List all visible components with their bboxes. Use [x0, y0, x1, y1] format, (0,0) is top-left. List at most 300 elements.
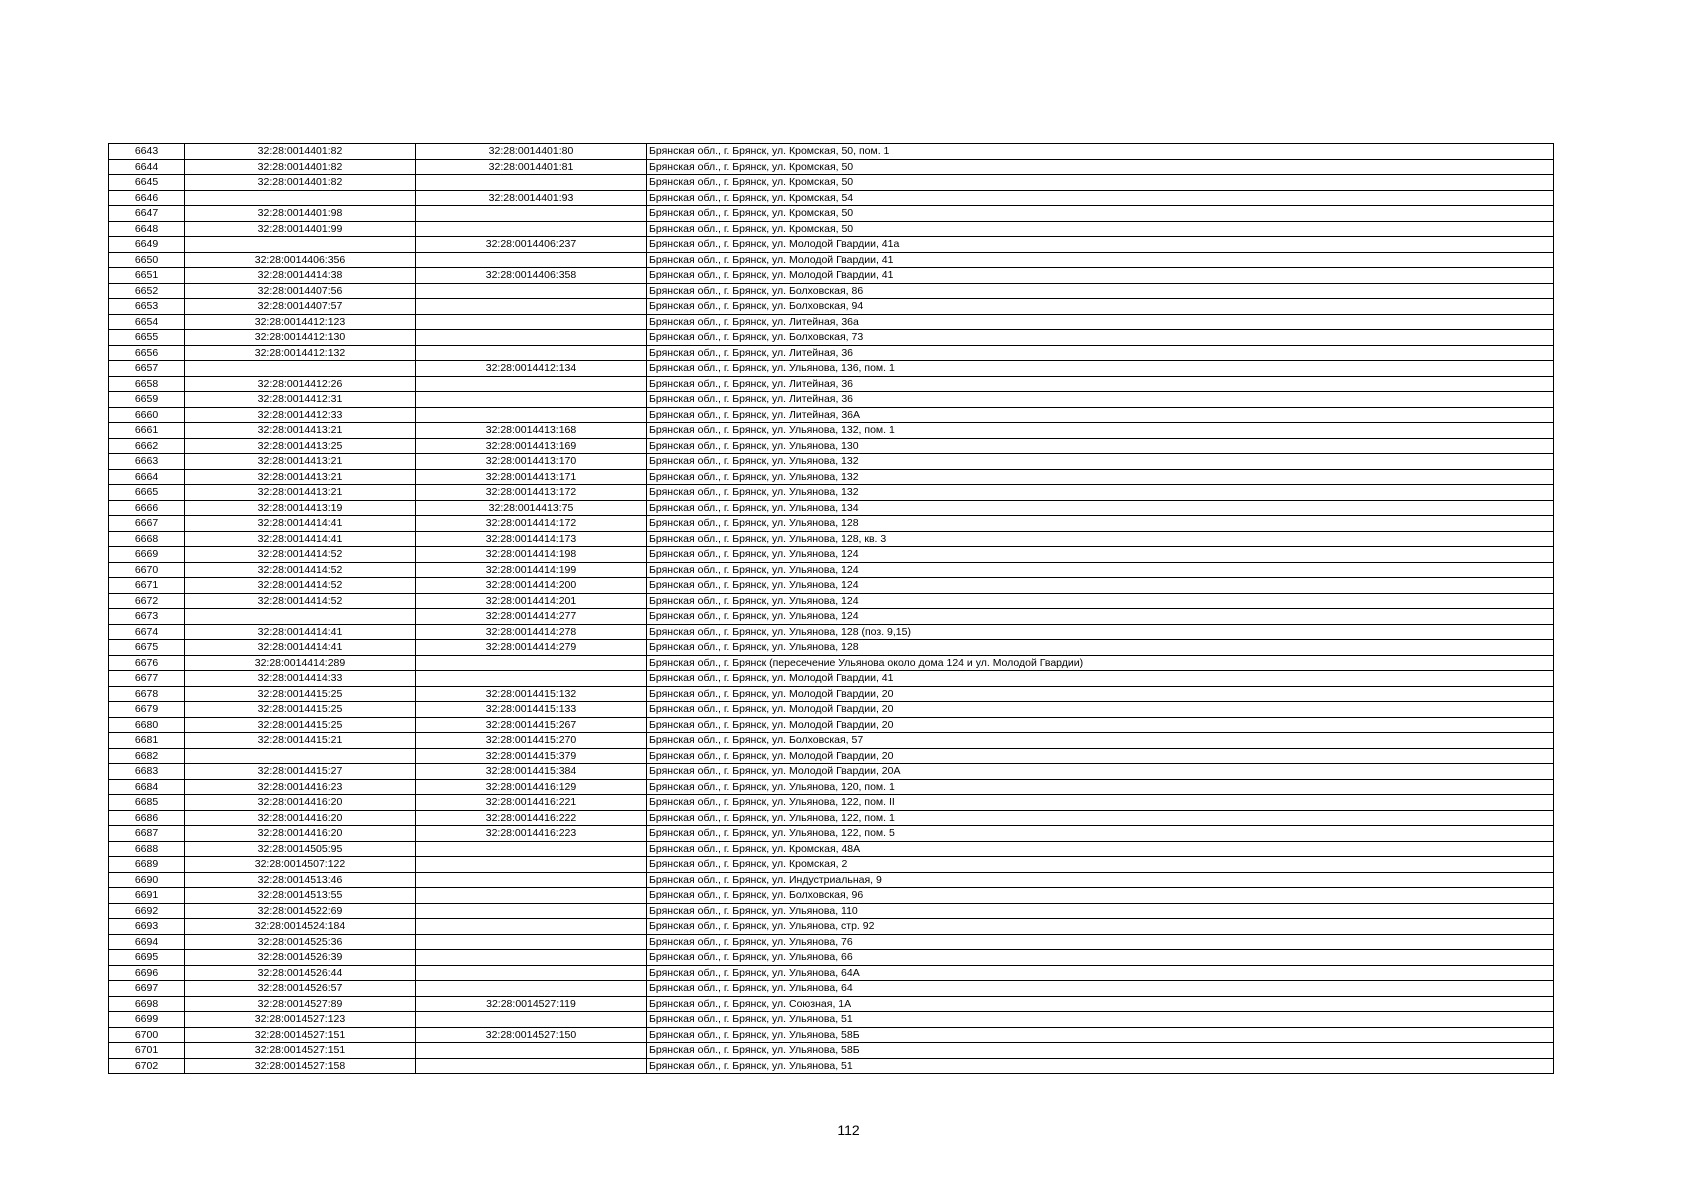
table-row: [109, 438, 1554, 454]
cadastral-number-cell: 32:28:0014401:82: [185, 144, 416, 160]
cadastral-number-cell: 32:28:0014524:184: [185, 919, 416, 935]
address-cell: Брянская обл., г. Брянск, ул. Ульянова, 134: [647, 500, 1554, 516]
related-cadastral-number-cell: [416, 1043, 647, 1059]
address-cell: Брянская обл., г. Брянск, ул. Ульянова, 128 (поз. 9,15): [647, 624, 1554, 640]
table-row: [109, 795, 1554, 811]
related-cadastral-number-cell: [416, 857, 647, 873]
address-cell: Брянская обл., г. Брянск, ул. Ульянова, 132, пом. 1: [647, 423, 1554, 439]
table-row: [109, 950, 1554, 966]
cadastral-number-cell: 32:28:0014415:21: [185, 733, 416, 749]
row-number-cell: 6669: [109, 547, 185, 563]
address-cell: Брянская обл., г. Брянск, ул. Литейная, 36а: [647, 314, 1554, 330]
cadastral-number-cell: 32:28:0014505:95: [185, 841, 416, 857]
cadastral-number-cell: 32:28:0014413:21: [185, 454, 416, 470]
cadastral-number-cell: 32:28:0014414:41: [185, 516, 416, 532]
table-row: [109, 531, 1554, 547]
cadastral-number-cell: 32:28:0014415:25: [185, 717, 416, 733]
row-number-cell: 6663: [109, 454, 185, 470]
row-number-cell: 6679: [109, 702, 185, 718]
row-number-cell: 6672: [109, 593, 185, 609]
row-number-cell: 6662: [109, 438, 185, 454]
address-cell: Брянская обл., г. Брянск, ул. Кромская, 50: [647, 206, 1554, 222]
row-number-cell: 6676: [109, 655, 185, 671]
cadastral-number-cell: 32:28:0014527:158: [185, 1058, 416, 1074]
address-cell: Брянская обл., г. Брянск, ул. Ульянова, 128: [647, 640, 1554, 656]
row-number-cell: 6668: [109, 531, 185, 547]
related-cadastral-number-cell: 32:28:0014527:119: [416, 996, 647, 1012]
address-cell: Брянская обл., г. Брянск, ул. Кромская, 54: [647, 190, 1554, 206]
cadastral-number-cell: [185, 190, 416, 206]
related-cadastral-number-cell: 32:28:0014414:172: [416, 516, 647, 532]
row-number-cell: 6700: [109, 1027, 185, 1043]
table-row: [109, 872, 1554, 888]
row-number-cell: 6645: [109, 175, 185, 191]
cadastral-number-cell: 32:28:0014414:33: [185, 671, 416, 687]
address-cell: Брянская обл., г. Брянск, ул. Ульянова, 124: [647, 593, 1554, 609]
row-number-cell: 6667: [109, 516, 185, 532]
cadastral-number-cell: 32:28:0014414:52: [185, 547, 416, 563]
address-cell: Брянская обл., г. Брянск, ул. Ульянова, 51: [647, 1058, 1554, 1074]
table-row: [109, 562, 1554, 578]
cadastral-number-cell: 32:28:0014414:38: [185, 268, 416, 284]
related-cadastral-number-cell: 32:28:0014413:169: [416, 438, 647, 454]
cadastral-number-cell: 32:28:0014416:20: [185, 826, 416, 842]
row-number-cell: 6690: [109, 872, 185, 888]
related-cadastral-number-cell: 32:28:0014416:222: [416, 810, 647, 826]
row-number-cell: 6661: [109, 423, 185, 439]
address-cell: Брянская обл., г. Брянск, ул. Ульянова, 124: [647, 609, 1554, 625]
table-row: [109, 624, 1554, 640]
address-cell: Брянская обл., г. Брянск, ул. Кромская, 50: [647, 159, 1554, 175]
cadastral-number-cell: 32:28:0014416:20: [185, 795, 416, 811]
table-row: [109, 376, 1554, 392]
cadastral-number-cell: 32:28:0014406:356: [185, 252, 416, 268]
cadastral-number-cell: 32:28:0014413:21: [185, 485, 416, 501]
table-row: [109, 779, 1554, 795]
table-row: [109, 314, 1554, 330]
table-row: [109, 1012, 1554, 1028]
table-row: [109, 655, 1554, 671]
row-number-cell: 6646: [109, 190, 185, 206]
row-number-cell: 6652: [109, 283, 185, 299]
related-cadastral-number-cell: 32:28:0014414:199: [416, 562, 647, 578]
related-cadastral-number-cell: [416, 345, 647, 361]
cadastral-number-cell: 32:28:0014401:98: [185, 206, 416, 222]
table-row: [109, 903, 1554, 919]
cadastral-number-cell: [185, 361, 416, 377]
address-cell: Брянская обл., г. Брянск (пересечение Ульянова около дома 124 и ул. Молодой Гвардии): [647, 655, 1554, 671]
table-row: [109, 810, 1554, 826]
related-cadastral-number-cell: [416, 175, 647, 191]
cadastral-number-cell: 32:28:0014415:25: [185, 702, 416, 718]
related-cadastral-number-cell: 32:28:0014414:279: [416, 640, 647, 656]
table-row: [109, 330, 1554, 346]
row-number-cell: 6655: [109, 330, 185, 346]
address-cell: Брянская обл., г. Брянск, ул. Индустриальная, 9: [647, 872, 1554, 888]
row-number-cell: 6643: [109, 144, 185, 160]
related-cadastral-number-cell: [416, 283, 647, 299]
address-cell: Брянская обл., г. Брянск, ул. Ульянова, 132: [647, 454, 1554, 470]
cadastral-number-cell: 32:28:0014412:130: [185, 330, 416, 346]
related-cadastral-number-cell: [416, 872, 647, 888]
related-cadastral-number-cell: [416, 841, 647, 857]
cadastral-number-cell: 32:28:0014513:55: [185, 888, 416, 904]
table-row: [109, 485, 1554, 501]
registry-table-body: [109, 144, 1554, 1074]
related-cadastral-number-cell: 32:28:0014413:170: [416, 454, 647, 470]
row-number-cell: 6688: [109, 841, 185, 857]
row-number-cell: 6684: [109, 779, 185, 795]
related-cadastral-number-cell: 32:28:0014415:379: [416, 748, 647, 764]
row-number-cell: 6674: [109, 624, 185, 640]
table-row: [109, 190, 1554, 206]
row-number-cell: 6692: [109, 903, 185, 919]
related-cadastral-number-cell: 32:28:0014413:172: [416, 485, 647, 501]
table-row: [109, 934, 1554, 950]
related-cadastral-number-cell: 32:28:0014415:267: [416, 717, 647, 733]
table-row: [109, 299, 1554, 315]
related-cadastral-number-cell: [416, 981, 647, 997]
table-row: [109, 578, 1554, 594]
row-number-cell: 6673: [109, 609, 185, 625]
address-cell: Брянская обл., г. Брянск, ул. Молодой Гвардии, 20: [647, 702, 1554, 718]
table-row: [109, 516, 1554, 532]
cadastral-number-cell: 32:28:0014526:57: [185, 981, 416, 997]
row-number-cell: 6687: [109, 826, 185, 842]
cadastral-number-cell: 32:28:0014414:41: [185, 624, 416, 640]
row-number-cell: 6677: [109, 671, 185, 687]
table-row: [109, 144, 1554, 160]
table-row: [109, 919, 1554, 935]
address-cell: Брянская обл., г. Брянск, ул. Ульянова, 124: [647, 547, 1554, 563]
cadastral-number-cell: 32:28:0014401:82: [185, 175, 416, 191]
table-row: [109, 965, 1554, 981]
cadastral-number-cell: 32:28:0014401:99: [185, 221, 416, 237]
cadastral-number-cell: [185, 609, 416, 625]
address-cell: Брянская обл., г. Брянск, ул. Ульянова, 130: [647, 438, 1554, 454]
related-cadastral-number-cell: 32:28:0014416:223: [416, 826, 647, 842]
address-cell: Брянская обл., г. Брянск, ул. Литейная, 36: [647, 345, 1554, 361]
address-cell: Брянская обл., г. Брянск, ул. Литейная, 36А: [647, 407, 1554, 423]
table-row: [109, 748, 1554, 764]
address-cell: Брянская обл., г. Брянск, ул. Ульянова, 128: [647, 516, 1554, 532]
table-row: [109, 221, 1554, 237]
cadastral-number-cell: 32:28:0014513:46: [185, 872, 416, 888]
table-row: [109, 454, 1554, 470]
row-number-cell: 6696: [109, 965, 185, 981]
table-row: [109, 206, 1554, 222]
related-cadastral-number-cell: 32:28:0014415:132: [416, 686, 647, 702]
address-cell: Брянская обл., г. Брянск, ул. Молодой Гвардии, 41: [647, 268, 1554, 284]
row-number-cell: 6701: [109, 1043, 185, 1059]
table-row: [109, 392, 1554, 408]
cadastral-number-cell: 32:28:0014401:82: [185, 159, 416, 175]
row-number-cell: 6654: [109, 314, 185, 330]
table-row: [109, 733, 1554, 749]
address-cell: Брянская обл., г. Брянск, ул. Ульянова, 122, пом. II: [647, 795, 1554, 811]
related-cadastral-number-cell: [416, 671, 647, 687]
address-cell: Брянская обл., г. Брянск, ул. Молодой Гвардии, 41а: [647, 237, 1554, 253]
related-cadastral-number-cell: [416, 655, 647, 671]
row-number-cell: 6653: [109, 299, 185, 315]
address-cell: Брянская обл., г. Брянск, ул. Молодой Гвардии, 41: [647, 252, 1554, 268]
table-row: [109, 671, 1554, 687]
related-cadastral-number-cell: [416, 221, 647, 237]
table-row: [109, 593, 1554, 609]
cadastral-number-cell: 32:28:0014414:52: [185, 562, 416, 578]
address-cell: Брянская обл., г. Брянск, ул. Ульянова, 132: [647, 469, 1554, 485]
address-cell: Брянская обл., г. Брянск, ул. Молодой Гвардии, 20: [647, 686, 1554, 702]
related-cadastral-number-cell: [416, 950, 647, 966]
related-cadastral-number-cell: 32:28:0014414:201: [416, 593, 647, 609]
row-number-cell: 6671: [109, 578, 185, 594]
table-row: [109, 283, 1554, 299]
cadastral-number-cell: 32:28:0014414:289: [185, 655, 416, 671]
related-cadastral-number-cell: [416, 888, 647, 904]
cadastral-number-cell: 32:28:0014413:21: [185, 469, 416, 485]
cadastral-number-cell: 32:28:0014413:19: [185, 500, 416, 516]
related-cadastral-number-cell: 32:28:0014414:198: [416, 547, 647, 563]
cadastral-number-cell: 32:28:0014413:21: [185, 423, 416, 439]
related-cadastral-number-cell: [416, 965, 647, 981]
related-cadastral-number-cell: [416, 206, 647, 222]
address-cell: Брянская обл., г. Брянск, ул. Ульянова, 66: [647, 950, 1554, 966]
table-row: [109, 764, 1554, 780]
table-row: [109, 423, 1554, 439]
cadastral-number-cell: 32:28:0014527:89: [185, 996, 416, 1012]
row-number-cell: 6675: [109, 640, 185, 656]
row-number-cell: 6656: [109, 345, 185, 361]
table-row: [109, 686, 1554, 702]
address-cell: Брянская обл., г. Брянск, ул. Ульянова, 110: [647, 903, 1554, 919]
row-number-cell: 6683: [109, 764, 185, 780]
cadastral-number-cell: [185, 748, 416, 764]
address-cell: Брянская обл., г. Брянск, ул. Кромская, 48А: [647, 841, 1554, 857]
table-row: [109, 888, 1554, 904]
row-number-cell: 6657: [109, 361, 185, 377]
address-cell: Брянская обл., г. Брянск, ул. Ульянова, 76: [647, 934, 1554, 950]
row-number-cell: 6691: [109, 888, 185, 904]
address-cell: Брянская обл., г. Брянск, ул. Ульянова, 64: [647, 981, 1554, 997]
table-row: [109, 857, 1554, 873]
related-cadastral-number-cell: [416, 330, 647, 346]
cadastral-number-cell: 32:28:0014414:52: [185, 593, 416, 609]
related-cadastral-number-cell: 32:28:0014414:278: [416, 624, 647, 640]
related-cadastral-number-cell: [416, 252, 647, 268]
row-number-cell: 6665: [109, 485, 185, 501]
row-number-cell: 6686: [109, 810, 185, 826]
related-cadastral-number-cell: 32:28:0014415:270: [416, 733, 647, 749]
related-cadastral-number-cell: [416, 392, 647, 408]
cadastral-number-cell: 32:28:0014525:36: [185, 934, 416, 950]
related-cadastral-number-cell: [416, 934, 647, 950]
table-row: [109, 841, 1554, 857]
related-cadastral-number-cell: 32:28:0014401:93: [416, 190, 647, 206]
address-cell: Брянская обл., г. Брянск, ул. Ульянова, 128, кв. 3: [647, 531, 1554, 547]
table-row: [109, 717, 1554, 733]
registry-table: [108, 143, 1554, 1074]
related-cadastral-number-cell: 32:28:0014406:358: [416, 268, 647, 284]
address-cell: Брянская обл., г. Брянск, ул. Кромская, 50, пом. 1: [647, 144, 1554, 160]
address-cell: Брянская обл., г. Брянск, ул. Молодой Гвардии, 20А: [647, 764, 1554, 780]
cadastral-number-cell: 32:28:0014527:151: [185, 1043, 416, 1059]
address-cell: Брянская обл., г. Брянск, ул. Молодой Гвардии, 41: [647, 671, 1554, 687]
row-number-cell: 6699: [109, 1012, 185, 1028]
address-cell: Брянская обл., г. Брянск, ул. Союзная, 1А: [647, 996, 1554, 1012]
related-cadastral-number-cell: 32:28:0014414:200: [416, 578, 647, 594]
related-cadastral-number-cell: [416, 1012, 647, 1028]
row-number-cell: 6689: [109, 857, 185, 873]
cadastral-number-cell: 32:28:0014414:52: [185, 578, 416, 594]
cadastral-number-cell: [185, 237, 416, 253]
related-cadastral-number-cell: [416, 903, 647, 919]
cadastral-number-cell: 32:28:0014414:41: [185, 531, 416, 547]
cadastral-number-cell: 32:28:0014415:27: [185, 764, 416, 780]
related-cadastral-number-cell: 32:28:0014412:134: [416, 361, 647, 377]
page-number: 112: [837, 1122, 860, 1138]
cadastral-number-cell: 32:28:0014527:123: [185, 1012, 416, 1028]
row-number-cell: 6660: [109, 407, 185, 423]
cadastral-number-cell: 32:28:0014412:31: [185, 392, 416, 408]
table-row: [109, 159, 1554, 175]
address-cell: Брянская обл., г. Брянск, ул. Кромская, 2: [647, 857, 1554, 873]
row-number-cell: 6680: [109, 717, 185, 733]
cadastral-number-cell: 32:28:0014527:151: [185, 1027, 416, 1043]
cadastral-number-cell: 32:28:0014407:56: [185, 283, 416, 299]
row-number-cell: 6681: [109, 733, 185, 749]
table-row: [109, 469, 1554, 485]
address-cell: Брянская обл., г. Брянск, ул. Болховская, 86: [647, 283, 1554, 299]
related-cadastral-number-cell: 32:28:0014416:129: [416, 779, 647, 795]
row-number-cell: 6651: [109, 268, 185, 284]
cadastral-number-cell: 32:28:0014526:44: [185, 965, 416, 981]
table-row: [109, 640, 1554, 656]
cadastral-number-cell: 32:28:0014407:57: [185, 299, 416, 315]
address-cell: Брянская обл., г. Брянск, ул. Ульянова, 132: [647, 485, 1554, 501]
address-cell: Брянская обл., г. Брянск, ул. Болховская, 73: [647, 330, 1554, 346]
address-cell: Брянская обл., г. Брянск, ул. Ульянова, 58Б: [647, 1027, 1554, 1043]
table-row: [109, 237, 1554, 253]
address-cell: Брянская обл., г. Брянск, ул. Болховская, 96: [647, 888, 1554, 904]
related-cadastral-number-cell: [416, 1058, 647, 1074]
related-cadastral-number-cell: 32:28:0014527:150: [416, 1027, 647, 1043]
table-row: [109, 996, 1554, 1012]
address-cell: Брянская обл., г. Брянск, ул. Литейная, 36: [647, 392, 1554, 408]
row-number-cell: 6644: [109, 159, 185, 175]
cadastral-number-cell: 32:28:0014522:69: [185, 903, 416, 919]
row-number-cell: 6682: [109, 748, 185, 764]
row-number-cell: 6678: [109, 686, 185, 702]
row-number-cell: 6685: [109, 795, 185, 811]
cadastral-number-cell: 32:28:0014415:25: [185, 686, 416, 702]
address-cell: Брянская обл., г. Брянск, ул. Молодой Гвардии, 20: [647, 748, 1554, 764]
related-cadastral-number-cell: 32:28:0014415:133: [416, 702, 647, 718]
table-row: [109, 1043, 1554, 1059]
address-cell: Брянская обл., г. Брянск, ул. Ульянова, 122, пом. 5: [647, 826, 1554, 842]
address-cell: Брянская обл., г. Брянск, ул. Литейная, 36: [647, 376, 1554, 392]
address-cell: Брянская обл., г. Брянск, ул. Ульянова, 122, пом. 1: [647, 810, 1554, 826]
address-cell: Брянская обл., г. Брянск, ул. Ульянова, 136, пом. 1: [647, 361, 1554, 377]
table-row: [109, 1027, 1554, 1043]
cadastral-number-cell: 32:28:0014416:20: [185, 810, 416, 826]
address-cell: Брянская обл., г. Брянск, ул. Ульянова, стр. 92: [647, 919, 1554, 935]
table-row: [109, 547, 1554, 563]
table-row: [109, 407, 1554, 423]
related-cadastral-number-cell: 32:28:0014406:237: [416, 237, 647, 253]
address-cell: Брянская обл., г. Брянск, ул. Болховская, 57: [647, 733, 1554, 749]
row-number-cell: 6702: [109, 1058, 185, 1074]
cadastral-number-cell: 32:28:0014526:39: [185, 950, 416, 966]
row-number-cell: 6694: [109, 934, 185, 950]
address-cell: Брянская обл., г. Брянск, ул. Ульянова, 120, пом. 1: [647, 779, 1554, 795]
row-number-cell: 6697: [109, 981, 185, 997]
table-row: [109, 1058, 1554, 1074]
table-row: [109, 702, 1554, 718]
row-number-cell: 6648: [109, 221, 185, 237]
related-cadastral-number-cell: [416, 314, 647, 330]
table-row: [109, 252, 1554, 268]
related-cadastral-number-cell: 32:28:0014413:75: [416, 500, 647, 516]
address-cell: Брянская обл., г. Брянск, ул. Кромская, 50: [647, 221, 1554, 237]
row-number-cell: 6650: [109, 252, 185, 268]
cadastral-number-cell: 32:28:0014414:41: [185, 640, 416, 656]
address-cell: Брянская обл., г. Брянск, ул. Ульянова, 58Б: [647, 1043, 1554, 1059]
related-cadastral-number-cell: 32:28:0014414:277: [416, 609, 647, 625]
related-cadastral-number-cell: 32:28:0014413:171: [416, 469, 647, 485]
address-cell: Брянская обл., г. Брянск, ул. Ульянова, 64А: [647, 965, 1554, 981]
row-number-cell: 6666: [109, 500, 185, 516]
table-row: [109, 981, 1554, 997]
cadastral-number-cell: 32:28:0014413:25: [185, 438, 416, 454]
row-number-cell: 6698: [109, 996, 185, 1012]
related-cadastral-number-cell: 32:28:0014413:168: [416, 423, 647, 439]
table-row: [109, 175, 1554, 191]
related-cadastral-number-cell: 32:28:0014401:81: [416, 159, 647, 175]
row-number-cell: 6658: [109, 376, 185, 392]
related-cadastral-number-cell: 32:28:0014414:173: [416, 531, 647, 547]
address-cell: Брянская обл., г. Брянск, ул. Ульянова, 51: [647, 1012, 1554, 1028]
address-cell: Брянская обл., г. Брянск, ул. Ульянова, 124: [647, 562, 1554, 578]
row-number-cell: 6670: [109, 562, 185, 578]
related-cadastral-number-cell: [416, 299, 647, 315]
row-number-cell: 6693: [109, 919, 185, 935]
cadastral-number-cell: 32:28:0014412:26: [185, 376, 416, 392]
table-row: [109, 500, 1554, 516]
table-row: [109, 345, 1554, 361]
table-row: [109, 361, 1554, 377]
cadastral-number-cell: 32:28:0014507:122: [185, 857, 416, 873]
cadastral-number-cell: 32:28:0014416:23: [185, 779, 416, 795]
row-number-cell: 6649: [109, 237, 185, 253]
row-number-cell: 6647: [109, 206, 185, 222]
related-cadastral-number-cell: 32:28:0014401:80: [416, 144, 647, 160]
address-cell: Брянская обл., г. Брянск, ул. Болховская, 94: [647, 299, 1554, 315]
address-cell: Брянская обл., г. Брянск, ул. Молодой Гвардии, 20: [647, 717, 1554, 733]
cadastral-number-cell: 32:28:0014412:33: [185, 407, 416, 423]
row-number-cell: 6664: [109, 469, 185, 485]
table-row: [109, 268, 1554, 284]
cadastral-number-cell: 32:28:0014412:132: [185, 345, 416, 361]
row-number-cell: 6695: [109, 950, 185, 966]
related-cadastral-number-cell: [416, 376, 647, 392]
related-cadastral-number-cell: 32:28:0014416:221: [416, 795, 647, 811]
cadastral-number-cell: 32:28:0014412:123: [185, 314, 416, 330]
related-cadastral-number-cell: [416, 407, 647, 423]
related-cadastral-number-cell: [416, 919, 647, 935]
row-number-cell: 6659: [109, 392, 185, 408]
related-cadastral-number-cell: 32:28:0014415:384: [416, 764, 647, 780]
table-row: [109, 609, 1554, 625]
